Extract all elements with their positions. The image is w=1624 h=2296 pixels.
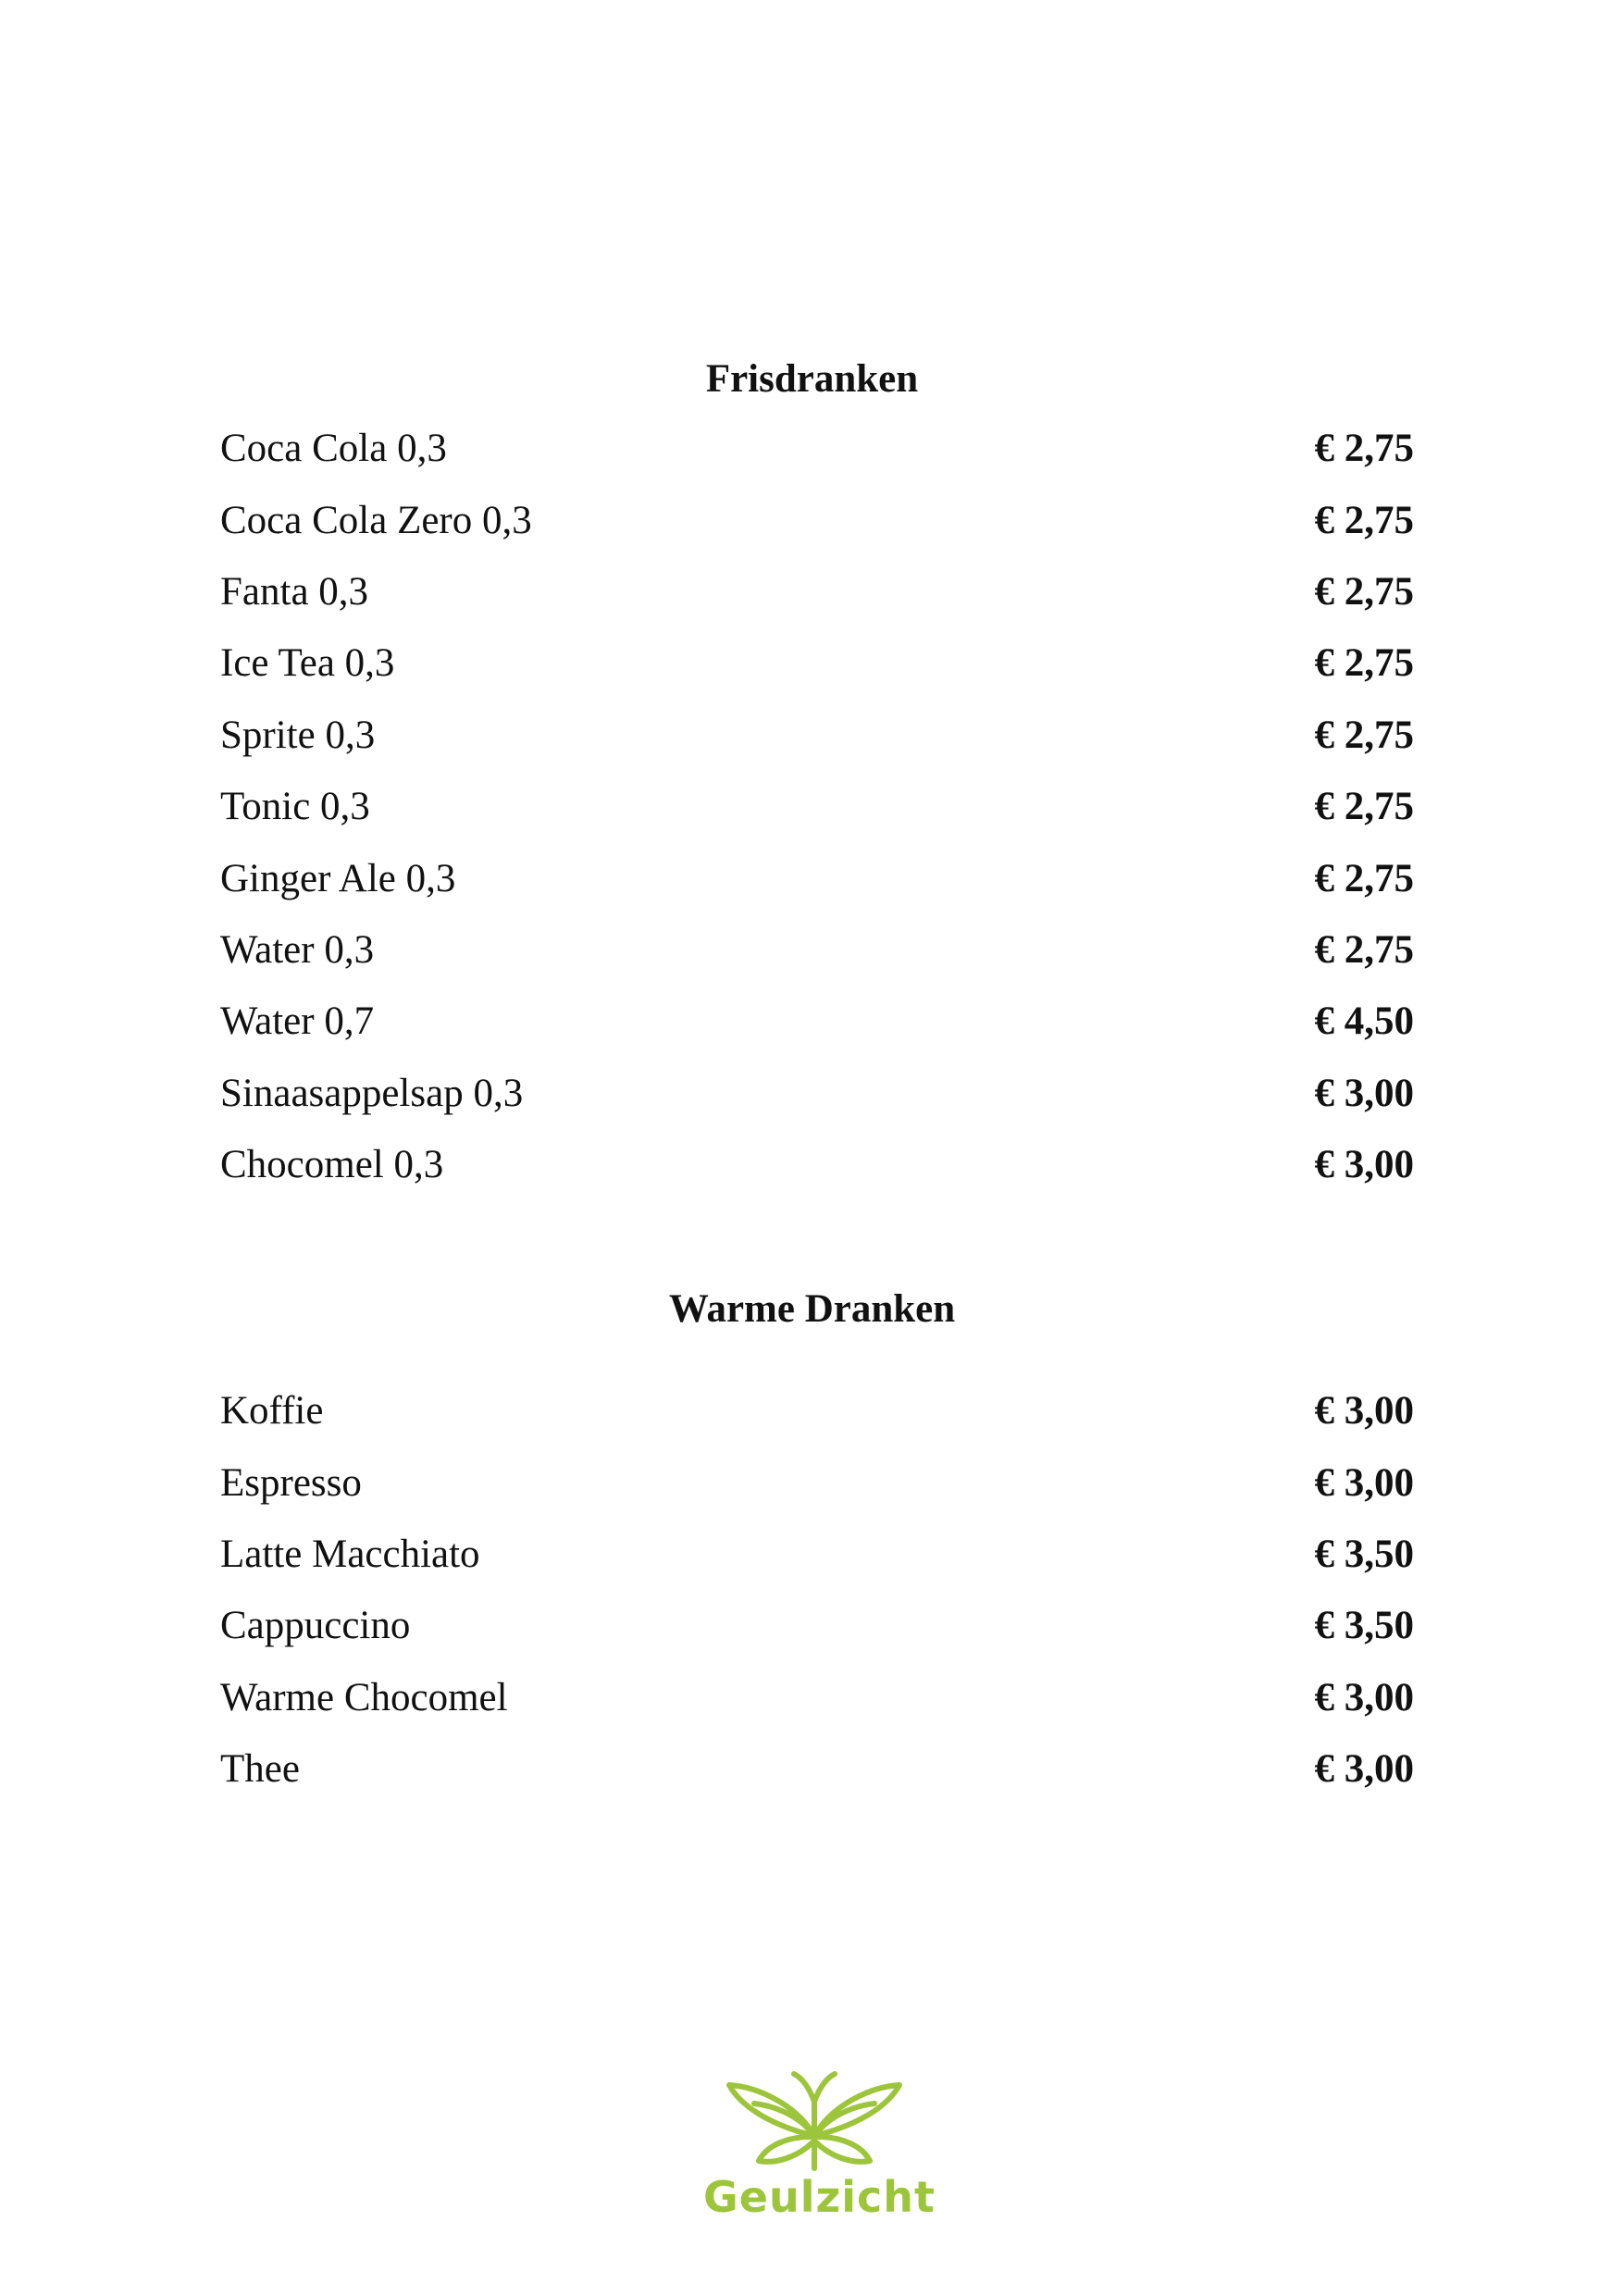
item-price: € 3,50 [1314, 1532, 1414, 1576]
menu-item [220, 1733, 1414, 1805]
section-title-warme-dranken: Warme Dranken [668, 1287, 956, 1331]
item-name: Warme Chocomel [220, 1675, 508, 1719]
item-name: Sinaasappelsap 0,3 [220, 1071, 524, 1115]
menu-item [220, 556, 1414, 627]
item-name: Sprite 0,3 [220, 713, 376, 757]
item-price: € 2,75 [1314, 641, 1414, 686]
menu-item [220, 771, 1414, 842]
section-title-frisdranken: Frisdranken [705, 357, 919, 401]
logo-text: Geulzicht [703, 2172, 936, 2222]
item-name: Latte Macchiato [220, 1532, 480, 1576]
item-price: € 2,75 [1314, 427, 1414, 471]
item-name: Fanta 0,3 [220, 569, 369, 614]
item-name: Water 0,7 [220, 999, 375, 1044]
item-name: Cappuccino [220, 1604, 411, 1648]
item-name: Thee [220, 1747, 300, 1792]
item-name: Ice Tea 0,3 [220, 641, 395, 686]
item-name: Koffie [220, 1389, 324, 1433]
item-price: € 3,00 [1314, 1143, 1414, 1187]
item-price: € 3,00 [1314, 1747, 1414, 1792]
item-name: Coca Cola Zero 0,3 [220, 498, 532, 542]
menu-item [220, 627, 1414, 699]
item-price: € 3,00 [1314, 1675, 1414, 1719]
item-price: € 2,75 [1314, 498, 1414, 542]
geulzicht-logo [703, 2068, 936, 2226]
menu-item [220, 1590, 1414, 1661]
item-price: € 3,00 [1314, 1071, 1414, 1115]
menu-item [220, 1375, 1414, 1446]
item-name: Coca Cola 0,3 [220, 427, 447, 471]
item-price: € 4,50 [1314, 999, 1414, 1044]
item-price: € 2,75 [1314, 713, 1414, 757]
butterfly-icon [722, 2068, 907, 2179]
item-name: Espresso [220, 1460, 362, 1505]
item-price: € 2,75 [1314, 856, 1414, 900]
item-price: € 3,50 [1314, 1604, 1414, 1648]
menu-item [220, 842, 1414, 913]
item-name: Tonic 0,3 [220, 785, 370, 829]
menu-item [220, 1058, 1414, 1129]
item-price: € 3,00 [1314, 1389, 1414, 1433]
menu-item [220, 986, 1414, 1057]
menu-item [220, 700, 1414, 771]
item-name: Chocomel 0,3 [220, 1143, 444, 1187]
menu-list-frisdranken [220, 413, 1414, 1200]
menu-list-warme-dranken [220, 1375, 1414, 1805]
menu-item [220, 914, 1414, 986]
item-name: Ginger Ale 0,3 [220, 856, 456, 900]
item-price: € 3,00 [1314, 1460, 1414, 1505]
menu-item [220, 484, 1414, 555]
menu-item [220, 413, 1414, 484]
item-price: € 2,75 [1314, 785, 1414, 829]
menu-item [220, 1519, 1414, 1590]
menu-item [220, 1446, 1414, 1518]
menu-item [220, 1129, 1414, 1200]
item-name: Water 0,3 [220, 927, 375, 972]
menu-item [220, 1662, 1414, 1733]
item-price: € 2,75 [1314, 927, 1414, 972]
item-price: € 2,75 [1314, 569, 1414, 614]
